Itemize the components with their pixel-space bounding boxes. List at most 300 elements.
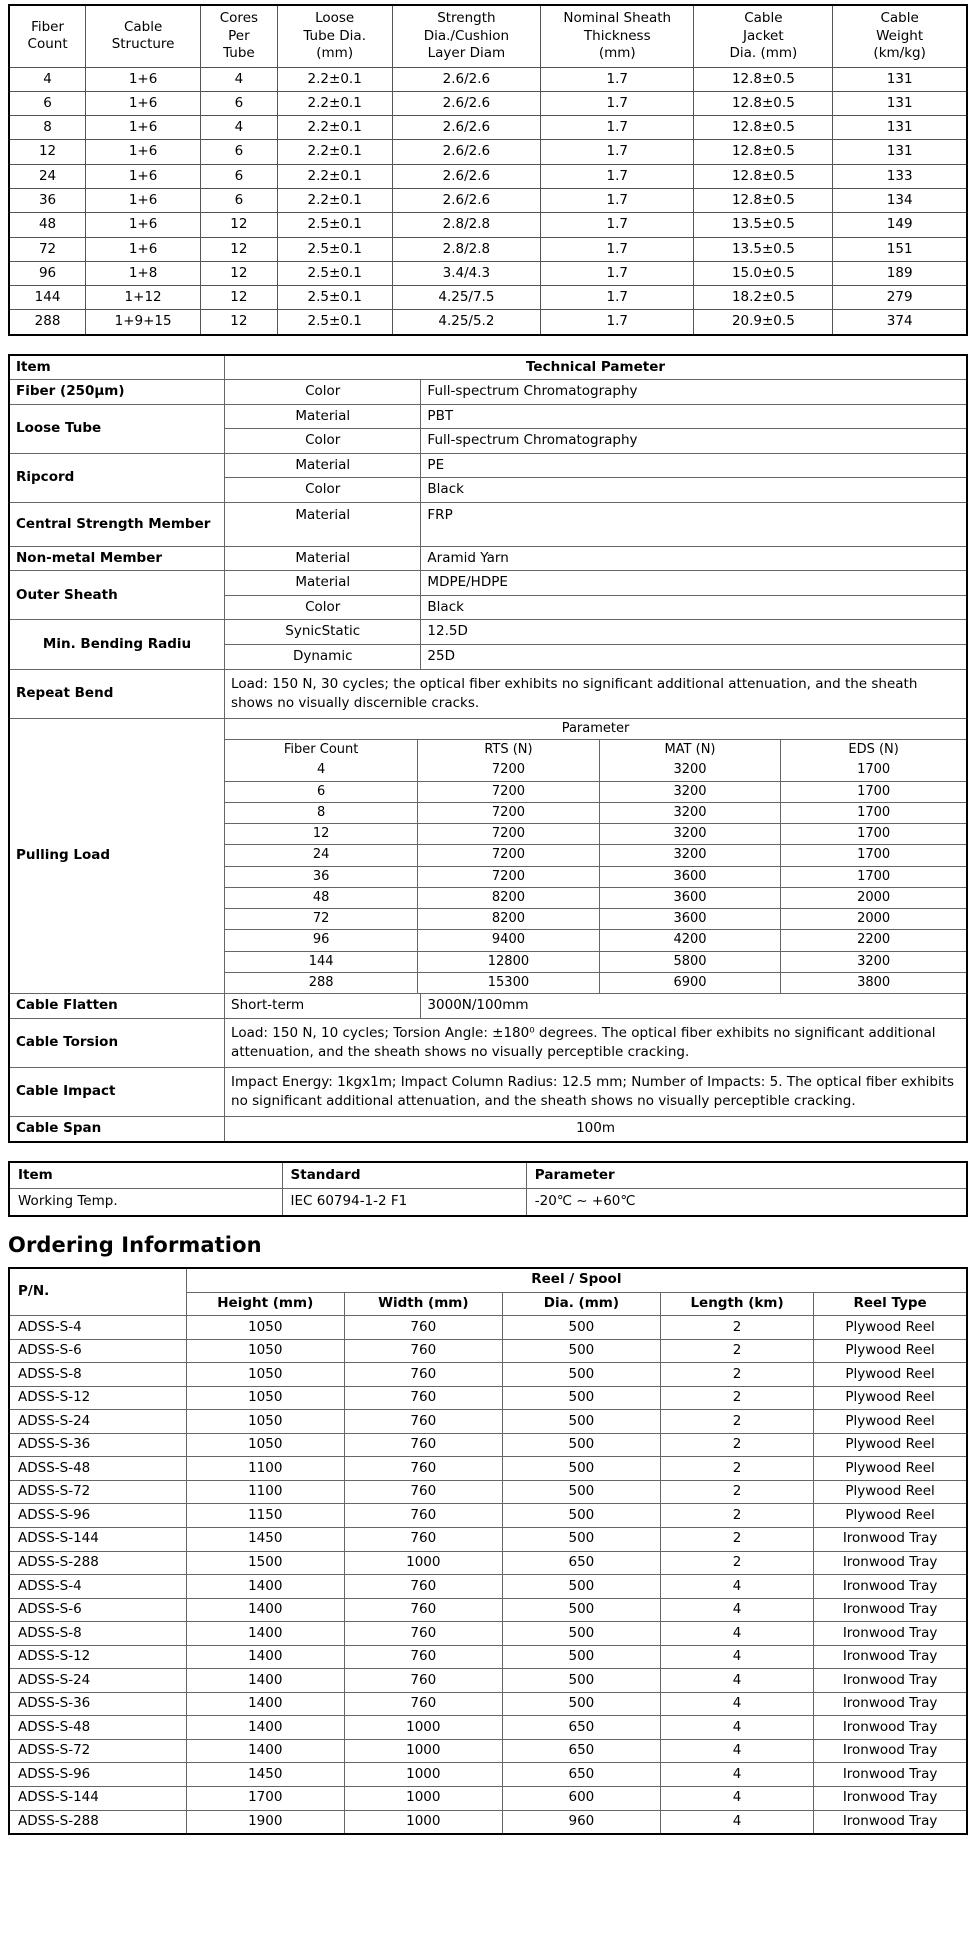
ordering-cell-2: 1000 [344,1786,502,1810]
pulling-load-table [225,719,966,993]
pulling-load-header-2: MAT (N) [599,740,781,761]
ordering-pn: ADSS-S-6 [9,1598,186,1622]
ordering-cell-2: 760 [344,1363,502,1387]
ordering-pn: ADSS-S-288 [9,1551,186,1575]
spec-cell-3: 2.2±0.1 [277,188,392,212]
spec-cell-5: 1.7 [541,67,694,91]
spec-cell-1: 1+6 [86,188,201,212]
table-row [9,1739,967,1763]
ordering-cell-5: Ironwood Tray [814,1645,967,1669]
table-row [9,1598,967,1622]
pulling-load-cell-2: 3600 [599,909,781,930]
tech-header-item: Item [9,355,225,380]
tech-value-cable-impact: Impact Energy: 1kgx1m; Impact Column Radius: 12.5 mm; Number of Impacts: 5. The optical fiber exhibits no significant additional attenuation, and the sheath shows no visually perceptible cracking. [225,1068,967,1117]
table-row [9,1622,967,1646]
table-row [225,845,966,866]
spec-header-cell-4: Strength Dia./Cushion Layer Diam [392,5,540,67]
pulling-load-cell-2: 3600 [599,887,781,908]
ordering-header-4: Reel Type [814,1292,967,1316]
spec-cell-7: 134 [833,188,967,212]
tech-row-repeat-bend [9,669,967,718]
ordering-pn: ADSS-S-72 [9,1739,186,1763]
table-row [225,760,966,781]
spec-cell-0: 8 [9,116,86,140]
pulling-load-cell-3: 1700 [781,824,966,845]
pulling-load-cell-1: 7200 [418,824,600,845]
tech-prop-ripcord-material: Material [225,453,421,478]
ordering-cell-5: Plywood Reel [814,1410,967,1434]
ordering-cell-3: 500 [502,1386,660,1410]
ordering-pn: ADSS-S-36 [9,1692,186,1716]
pulling-load-cell-2: 3600 [599,866,781,887]
ordering-cell-2: 1000 [344,1716,502,1740]
spec-cell-5: 1.7 [541,261,694,285]
table-row [9,1363,967,1387]
ordering-cell-2: 760 [344,1645,502,1669]
spec-cell-0: 144 [9,286,86,310]
spec-cell-2: 12 [201,213,278,237]
table-row [225,802,966,823]
table-row [9,310,967,335]
ordering-cell-5: Ironwood Tray [814,1622,967,1646]
pulling-load-cell-1: 9400 [418,930,600,951]
ordering-cell-4: 4 [660,1739,813,1763]
spec-cell-7: 149 [833,213,967,237]
ordering-cell-2: 760 [344,1527,502,1551]
ordering-cell-4: 4 [660,1645,813,1669]
spec-cell-4: 2.6/2.6 [392,188,540,212]
tech-row-fiber [9,380,967,405]
spec-header-cell-6: Cable Jacket Dia. (mm) [694,5,833,67]
pulling-load-cell-1: 7200 [418,866,600,887]
tech-prop-cable-flatten: Short-term [225,994,421,1019]
tech-table-wrap [0,354,976,1143]
spec-cell-2: 4 [201,116,278,140]
ordering-header-reel-spool: Reel / Spool [186,1268,967,1292]
spec-cell-3: 2.2±0.1 [277,67,392,91]
pulling-load-cell-3: 1700 [781,781,966,802]
ordering-cell-1: 1050 [186,1433,344,1457]
spec-cell-6: 15.0±0.5 [694,261,833,285]
pulling-load-cell-3: 2200 [781,930,966,951]
ordering-cell-5: Ironwood Tray [814,1551,967,1575]
spec-cell-4: 2.6/2.6 [392,67,540,91]
spec-cell-2: 6 [201,140,278,164]
table-row [9,188,967,212]
ordering-cell-2: 760 [344,1316,502,1340]
ordering-cell-3: 500 [502,1410,660,1434]
ordering-cell-4: 2 [660,1551,813,1575]
tech-prop-bending-static: SynicStatic [225,620,421,645]
tech-row-central-strength [9,502,967,546]
ordering-pn: ADSS-S-4 [9,1316,186,1340]
table-row [9,1527,967,1551]
table-row [9,1480,967,1504]
ordering-cell-2: 760 [344,1504,502,1528]
ordering-cell-5: Plywood Reel [814,1433,967,1457]
pulling-load-cell-0: 96 [225,930,418,951]
ordering-cell-3: 500 [502,1622,660,1646]
spec-cell-4: 4.25/7.5 [392,286,540,310]
standard-cell-1: IEC 60794-1-2 F1 [282,1189,526,1216]
ordering-pn: ADSS-S-36 [9,1433,186,1457]
ordering-information-table [8,1267,968,1835]
tech-prop-bending-dynamic: Dynamic [225,645,421,670]
table-row [225,824,966,845]
ordering-pn: ADSS-S-144 [9,1527,186,1551]
tech-value-repeat-bend: Load: 150 N, 30 cycles; the optical fiber exhibits no significant additional attenuation, and the sheath shows no visually discernible cracks. [225,669,967,718]
ordering-cell-1: 1150 [186,1504,344,1528]
ordering-cell-5: Plywood Reel [814,1386,967,1410]
spec-cell-1: 1+6 [86,140,201,164]
ordering-cell-2: 760 [344,1622,502,1646]
ordering-cell-4: 4 [660,1622,813,1646]
tech-item-ripcord: Ripcord [9,453,225,502]
table-row [225,887,966,908]
spec-cell-0: 6 [9,91,86,115]
pulling-load-body [225,760,966,993]
spec-table-head [9,5,967,67]
ordering-cell-4: 2 [660,1410,813,1434]
table-row [225,951,966,972]
ordering-cell-1: 1400 [186,1622,344,1646]
pulling-load-cell-1: 7200 [418,781,600,802]
spec-cell-1: 1+9+15 [86,310,201,335]
ordering-cell-1: 1400 [186,1645,344,1669]
table-row [225,972,966,993]
tech-value-loose-tube-material: PBT [421,404,967,429]
ordering-cell-4: 2 [660,1363,813,1387]
tech-value-central-strength-material: FRP [421,502,967,546]
standard-table-wrap [0,1161,976,1217]
spec-cell-1: 1+6 [86,67,201,91]
spec-cell-1: 1+6 [86,91,201,115]
tech-prop-outer-sheath-color: Color [225,595,421,620]
ordering-cell-4: 2 [660,1480,813,1504]
pulling-load-cell-3: 1700 [781,866,966,887]
spec-cell-7: 131 [833,116,967,140]
spec-cell-0: 48 [9,213,86,237]
tech-item-fiber: Fiber (250μm) [9,380,225,405]
pulling-load-cell-1: 7200 [418,845,600,866]
ordering-cell-3: 650 [502,1763,660,1787]
ordering-information-title: Ordering Information [8,1232,262,1257]
ordering-cell-3: 650 [502,1716,660,1740]
ordering-cell-3: 600 [502,1786,660,1810]
spec-cell-3: 2.5±0.1 [277,310,392,335]
ordering-pn: ADSS-S-4 [9,1575,186,1599]
ordering-cell-5: Ironwood Tray [814,1716,967,1740]
tech-item-cable-impact: Cable Impact [9,1068,225,1117]
ordering-cell-3: 500 [502,1527,660,1551]
spec-cell-5: 1.7 [541,116,694,140]
ordering-cell-1: 1050 [186,1410,344,1434]
tech-value-bending-dynamic: 25D [421,645,967,670]
spec-cell-5: 1.7 [541,91,694,115]
tech-value-non-metal-material: Aramid Yarn [421,546,967,571]
tech-value-outer-sheath-material: MDPE/HDPE [421,571,967,596]
table-row [9,164,967,188]
pulling-load-cell-2: 3200 [599,845,781,866]
spec-cell-5: 1.7 [541,213,694,237]
ordering-header-pn: P/N. [9,1268,186,1316]
ordering-cell-5: Plywood Reel [814,1316,967,1340]
spec-cell-4: 2.8/2.8 [392,237,540,261]
ordering-cell-1: 1400 [186,1716,344,1740]
table-row [9,1810,967,1834]
spec-cell-5: 1.7 [541,310,694,335]
pulling-load-cell-3: 2000 [781,887,966,908]
ordering-pn: ADSS-S-12 [9,1386,186,1410]
spec-cell-2: 12 [201,237,278,261]
table-row [9,91,967,115]
ordering-cell-2: 760 [344,1410,502,1434]
spec-cell-4: 2.6/2.6 [392,91,540,115]
pulling-load-cell-3: 2000 [781,909,966,930]
ordering-cell-5: Plywood Reel [814,1480,967,1504]
table-row [9,1410,967,1434]
ordering-pn: ADSS-S-8 [9,1622,186,1646]
ordering-cell-3: 500 [502,1480,660,1504]
table-row [9,140,967,164]
spec-cell-2: 12 [201,286,278,310]
ordering-cell-4: 4 [660,1669,813,1693]
ordering-cell-5: Plywood Reel [814,1457,967,1481]
tech-item-outer-sheath: Outer Sheath [9,571,225,620]
ordering-cell-4: 2 [660,1433,813,1457]
spec-cell-0: 12 [9,140,86,164]
ordering-cell-4: 2 [660,1316,813,1340]
spec-cell-0: 72 [9,237,86,261]
ordering-cell-2: 760 [344,1386,502,1410]
pulling-load-cell-2: 3200 [599,802,781,823]
ordering-pn: ADSS-S-96 [9,1763,186,1787]
ordering-cell-2: 760 [344,1480,502,1504]
tech-row-cable-impact [9,1068,967,1117]
tech-row-cable-span [9,1117,967,1142]
spec-cell-7: 279 [833,286,967,310]
ordering-cell-4: 2 [660,1386,813,1410]
tech-prop-central-strength-material: Material [225,502,421,546]
spec-cell-1: 1+6 [86,164,201,188]
pulling-load-header-row [225,740,966,761]
ordering-pn: ADSS-S-24 [9,1410,186,1434]
spec-header-cell-5: Nominal Sheath Thickness (mm) [541,5,694,67]
pulling-load-cell [225,718,967,993]
ordering-pn: ADSS-S-48 [9,1716,186,1740]
table-row [9,1575,967,1599]
ordering-cell-1: 1400 [186,1692,344,1716]
spec-cell-3: 2.5±0.1 [277,261,392,285]
spec-cell-7: 151 [833,237,967,261]
table-row [9,1786,967,1810]
table-row [9,1551,967,1575]
spec-cell-1: 1+6 [86,116,201,140]
spec-cell-3: 2.2±0.1 [277,91,392,115]
tech-item-loose-tube: Loose Tube [9,404,225,453]
pulling-load-cell-2: 3200 [599,824,781,845]
spec-cell-6: 12.8±0.5 [694,164,833,188]
ordering-cell-3: 500 [502,1363,660,1387]
ordering-cell-1: 1050 [186,1363,344,1387]
ordering-cell-2: 1000 [344,1551,502,1575]
pulling-load-cell-0: 48 [225,887,418,908]
tech-prop-ripcord-color: Color [225,478,421,503]
spec-cell-6: 18.2±0.5 [694,286,833,310]
ordering-pn: ADSS-S-6 [9,1339,186,1363]
spec-cell-2: 12 [201,261,278,285]
ordering-cell-1: 1400 [186,1739,344,1763]
spec-cell-3: 2.5±0.1 [277,286,392,310]
tech-value-ripcord-material: PE [421,453,967,478]
spec-header-cell-0: Fiber Count [9,5,86,67]
ordering-cell-3: 500 [502,1316,660,1340]
standard-cell-0: Working Temp. [9,1189,282,1216]
spec-cell-3: 2.5±0.1 [277,213,392,237]
ordering-pn: ADSS-S-288 [9,1810,186,1834]
pulling-load-cell-3: 1700 [781,845,966,866]
ordering-cell-4: 4 [660,1598,813,1622]
ordering-pn: ADSS-S-8 [9,1363,186,1387]
spec-cell-5: 1.7 [541,140,694,164]
ordering-cell-4: 2 [660,1339,813,1363]
spec-table-wrap [0,4,976,336]
spec-cell-3: 2.2±0.1 [277,140,392,164]
tech-item-cable-torsion: Cable Torsion [9,1018,225,1067]
pulling-load-cell-0: 36 [225,866,418,887]
ordering-cell-2: 1000 [344,1763,502,1787]
ordering-cell-5: Ironwood Tray [814,1786,967,1810]
standard-header-row [9,1162,967,1189]
spec-header-cell-3: Loose Tube Dia. (mm) [277,5,392,67]
ordering-cell-2: 760 [344,1457,502,1481]
standard-header-0: Item [9,1162,282,1189]
spec-cell-0: 24 [9,164,86,188]
tech-item-cable-flatten: Cable Flatten [9,994,225,1019]
spec-cell-1: 1+8 [86,261,201,285]
ordering-cell-3: 960 [502,1810,660,1834]
ordering-header-1: Width (mm) [344,1292,502,1316]
spec-cell-1: 1+6 [86,237,201,261]
standard-table [8,1161,968,1217]
spec-cell-6: 12.8±0.5 [694,116,833,140]
ordering-cell-4: 4 [660,1786,813,1810]
ordering-cell-3: 500 [502,1575,660,1599]
ordering-cell-2: 760 [344,1339,502,1363]
spec-cell-7: 189 [833,261,967,285]
spec-cell-4: 4.25/5.2 [392,310,540,335]
pulling-load-cell-0: 72 [225,909,418,930]
pulling-load-cell-3: 3800 [781,972,966,993]
ordering-cell-1: 1100 [186,1480,344,1504]
spec-cell-2: 6 [201,164,278,188]
tech-prop-outer-sheath-material: Material [225,571,421,596]
ordering-cell-1: 1400 [186,1598,344,1622]
tech-value-loose-tube-color: Full-spectrum Chromatography [421,429,967,454]
spacer [0,1143,976,1161]
tech-row-ripcord-material [9,453,967,478]
tech-header-parameter: Technical Pameter [225,355,967,380]
spec-cell-3: 2.2±0.1 [277,116,392,140]
ordering-header-0: Height (mm) [186,1292,344,1316]
table-row [225,909,966,930]
ordering-cell-5: Plywood Reel [814,1363,967,1387]
pulling-load-cell-1: 7200 [418,760,600,781]
ordering-cell-3: 500 [502,1433,660,1457]
table-row [9,286,967,310]
pulling-load-parameter-label: Parameter [225,719,966,740]
tech-row-cable-torsion [9,1018,967,1067]
ordering-cell-2: 760 [344,1598,502,1622]
ordering-pn: ADSS-S-144 [9,1786,186,1810]
spec-cell-5: 1.7 [541,164,694,188]
tech-value-cable-flatten: 3000N/100mm [421,994,967,1019]
spec-cell-2: 12 [201,310,278,335]
spec-cell-6: 20.9±0.5 [694,310,833,335]
ordering-cell-4: 4 [660,1692,813,1716]
spec-cell-6: 13.5±0.5 [694,213,833,237]
spec-cell-4: 2.6/2.6 [392,164,540,188]
spec-cell-5: 1.7 [541,237,694,261]
ordering-cell-4: 2 [660,1457,813,1481]
tech-value-outer-sheath-color: Black [421,595,967,620]
ordering-cell-3: 500 [502,1669,660,1693]
ordering-cell-5: Plywood Reel [814,1339,967,1363]
pulling-load-cell-1: 8200 [418,887,600,908]
table-row [225,781,966,802]
table-row [9,1669,967,1693]
ordering-table-body [9,1316,967,1835]
ordering-cell-1: 1900 [186,1810,344,1834]
table-row [9,67,967,91]
spec-cell-0: 96 [9,261,86,285]
ordering-pn: ADSS-S-12 [9,1645,186,1669]
spec-header-cell-1: Cable Structure [86,5,201,67]
tech-prop-loose-tube-material: Material [225,404,421,429]
ordering-cell-3: 500 [502,1598,660,1622]
tech-row-outer-sheath-material [9,571,967,596]
spec-cell-2: 6 [201,188,278,212]
standard-header-2: Parameter [526,1162,967,1189]
pulling-load-cell-0: 24 [225,845,418,866]
spec-cell-5: 1.7 [541,286,694,310]
ordering-cell-5: Ironwood Tray [814,1598,967,1622]
pulling-load-cell-3: 1700 [781,760,966,781]
ordering-cell-5: Ironwood Tray [814,1692,967,1716]
spec-header-cell-7: Cable Weight (km/kg) [833,5,967,67]
ordering-cell-5: Plywood Reel [814,1504,967,1528]
ordering-cell-2: 1000 [344,1739,502,1763]
ordering-cell-1: 1700 [186,1786,344,1810]
tech-prop-loose-tube-color: Color [225,429,421,454]
ordering-cell-1: 1400 [186,1575,344,1599]
spec-cell-4: 2.6/2.6 [392,140,540,164]
tech-value-fiber-color: Full-spectrum Chromatography [421,380,967,405]
ordering-cell-3: 500 [502,1645,660,1669]
table-row [9,1316,967,1340]
spec-cell-2: 4 [201,67,278,91]
standard-cell-2: -20℃ ~ +60℃ [526,1189,967,1216]
table-row [9,1189,967,1216]
ordering-cell-5: Ironwood Tray [814,1763,967,1787]
pulling-load-header-0: Fiber Count [225,740,418,761]
table-row [9,1433,967,1457]
tech-row-cable-flatten [9,994,967,1019]
ordering-cell-1: 1400 [186,1669,344,1693]
pulling-load-cell-2: 4200 [599,930,781,951]
spec-cell-2: 6 [201,91,278,115]
ordering-pn: ADSS-S-24 [9,1669,186,1693]
